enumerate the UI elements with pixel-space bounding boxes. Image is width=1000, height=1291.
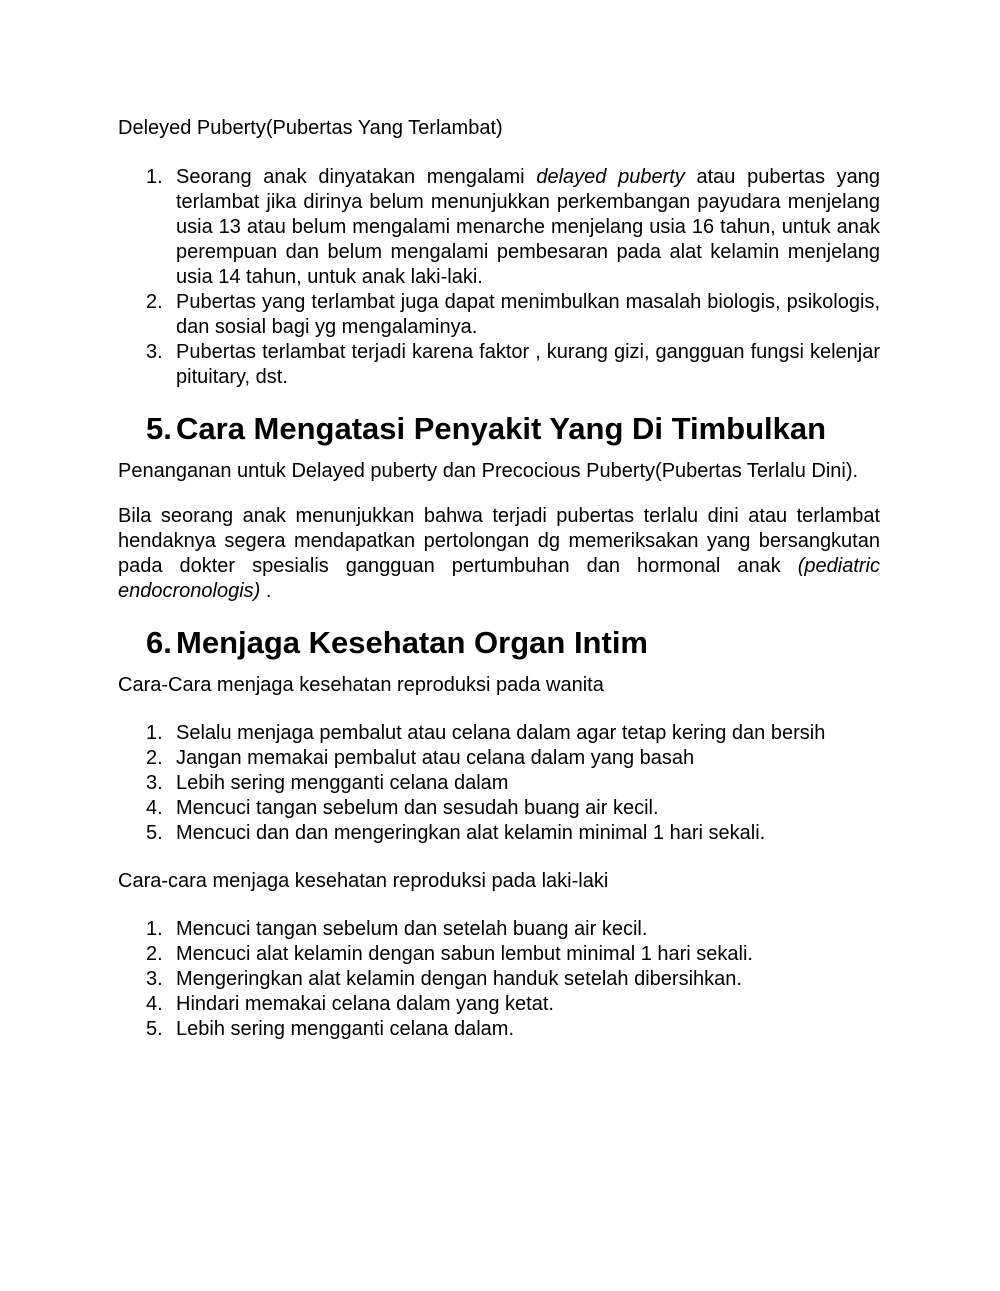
list-number: 3. <box>146 341 163 363</box>
section-5-paragraph-2 <box>118 504 880 604</box>
paragraph-text-part: Bila seorang anak menunjukkan bahwa terjadi pubertas terlalu dini atau terlambat hendaknya segera mendapatkan pertolongan dg memeriksakan yang bersangkutan pada dokter spesialis gangguan pertumbuhan dan hormonal anak <box>118 505 880 577</box>
list-number: 1. <box>146 166 163 188</box>
list-item <box>118 290 880 340</box>
list-number: 5. <box>146 822 163 844</box>
men-care-intro: Cara-cara menjaga kesehatan reproduksi pada laki-laki <box>118 870 609 892</box>
list-item <box>118 796 880 821</box>
list-text: Pubertas terlambat terjadi karena faktor , kurang gizi, gangguan fungsi kelenjar pituitary, dst. <box>176 341 880 388</box>
list-number: 2. <box>146 291 163 313</box>
list-text: Mencuci dan dan mengeringkan alat kelamin minimal 1 hari sekali. <box>176 822 766 844</box>
list-number: 1. <box>146 722 163 744</box>
list-text: Mengeringkan alat kelamin dengan handuk setelah dibersihkan. <box>176 968 742 990</box>
section-5-paragraph-1: Penanganan untuk Delayed puberty dan Precocious Puberty(Pubertas Terlalu Dini). <box>118 460 859 482</box>
list-item <box>118 771 880 796</box>
list-text-italic: delayed puberty <box>536 166 685 188</box>
list-number: 4. <box>146 993 163 1015</box>
list-number: 4. <box>146 797 163 819</box>
paragraph-text-part: . <box>260 580 272 602</box>
paragraph-text-italic: (pediatric endocronologis) <box>118 555 880 602</box>
list-text: Lebih sering mengganti celana dalam <box>176 772 509 794</box>
delayed-puberty-list <box>118 165 880 390</box>
list-item <box>118 917 880 942</box>
list-text: Hindari memakai celana dalam yang ketat. <box>176 993 554 1015</box>
list-item <box>118 340 880 390</box>
list-text: Mencuci tangan sebelum dan sesudah buang air kecil. <box>176 797 659 819</box>
list-text: Lebih sering mengganti celana dalam. <box>176 1018 514 1040</box>
list-item <box>118 942 880 967</box>
list-text: Pubertas yang terlambat juga dapat menimbulkan masalah biologis, psikologis, dan sosial bagi yg mengalaminya. <box>176 291 880 338</box>
list-item <box>118 992 880 1017</box>
women-care-intro: Cara-Cara menjaga kesehatan reproduksi pada wanita <box>118 674 604 696</box>
list-number: 1. <box>146 918 163 940</box>
list-text: Selalu menjaga pembalut atau celana dalam agar tetap kering dan bersih <box>176 722 826 744</box>
men-care-list <box>118 917 880 1042</box>
list-item <box>118 967 880 992</box>
list-text: Mencuci tangan sebelum dan setelah buang air kecil. <box>176 918 648 940</box>
list-item <box>118 821 880 846</box>
list-item <box>118 1017 880 1042</box>
list-text: Mencuci alat kelamin dengan sabun lembut minimal 1 hari sekali. <box>176 943 753 965</box>
heading-number: 6. <box>146 625 172 660</box>
list-number: 3. <box>146 772 163 794</box>
document-page <box>118 116 880 1042</box>
list-number: 2. <box>146 943 163 965</box>
section-6-heading <box>118 624 880 662</box>
list-text <box>176 165 880 290</box>
heading-text: Cara Mengatasi Penyakit Yang Di Timbulkan <box>176 411 827 446</box>
list-number: 3. <box>146 968 163 990</box>
list-item <box>118 746 880 771</box>
list-number: 5. <box>146 1018 163 1040</box>
women-care-list <box>118 721 880 846</box>
list-text-part: Seorang anak dinyatakan mengalami <box>176 166 537 188</box>
list-text: Jangan memakai pembalut atau celana dalam yang basah <box>176 747 695 769</box>
list-text-part: atau pubertas yang terlambat jika dirinya belum menunjukkan perkembangan payudara menjelang usia 13 atau belum mengalami menarche menjelang usia 16 tahun, untuk anak perempuan dan belum mengalami pembesaran pada alat kelamin menjelang usia 14 tahun, untuk anak laki-laki. <box>176 166 881 288</box>
list-item <box>118 165 880 290</box>
list-item <box>118 721 880 746</box>
heading-number: 5. <box>146 411 172 446</box>
section-5-heading <box>118 410 880 448</box>
list-number: 2. <box>146 747 163 769</box>
heading-text: Menjaga Kesehatan Organ Intim <box>176 625 648 660</box>
delayed-puberty-title: Deleyed Puberty(Pubertas Yang Terlambat) <box>118 117 503 139</box>
